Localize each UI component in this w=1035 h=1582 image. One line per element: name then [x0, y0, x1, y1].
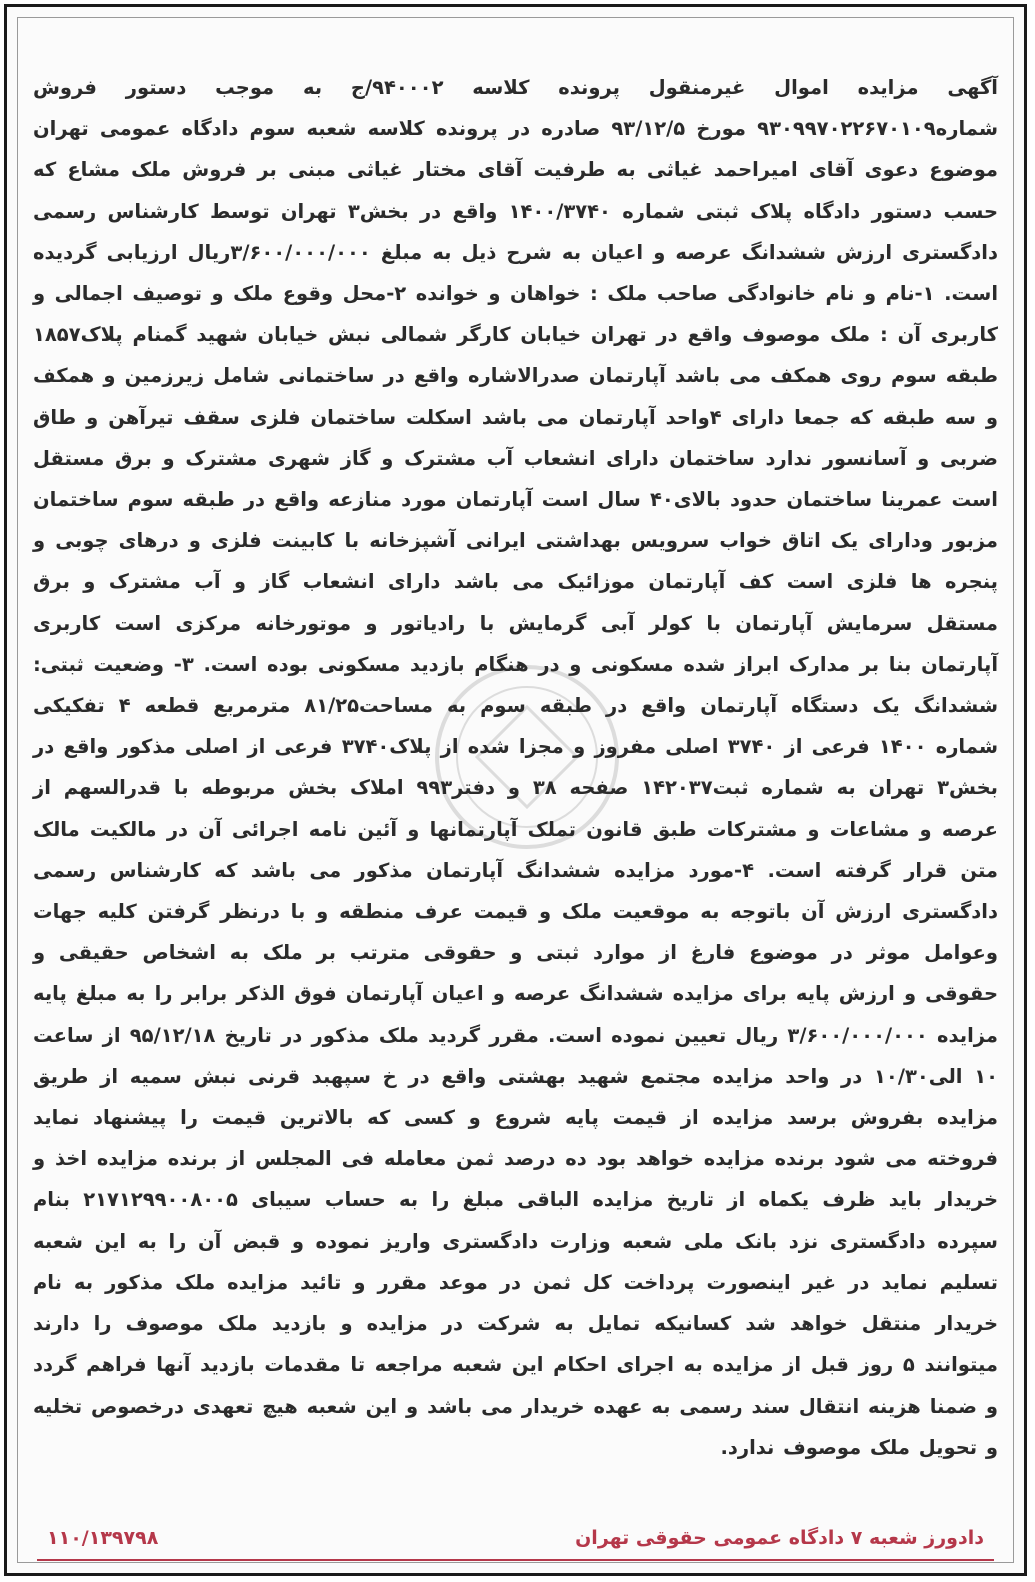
- footer-code: ۱۱۰/۱۳۹۷۹۸: [47, 1527, 159, 1549]
- notice-body-text: آگهی مزایده اموال غیرمنقول پرونده کلاسه ۹۴۰۰۰۲/ج به موجب دستور فروش شماره۹۳۰۹۹۷۰۲۲۶۷۰۱۰۹ مورخ ۹۳/۱۲/۵ صادره در پرونده کلاسه شعبه سوم دادگاه عمومی تهران موضوع دعوی آقای امیراحمد غیاثی به طرفیت آقای مختار غیاثی مبنی بر فروش ملک مشاع که حسب دستور دادگاه پلاک ثبتی شماره ۱۴۰۰/۳۷۴۰ واقع در بخش۳ تهران توسط کارشناس رسمی دادگستری ارزش ششدانگ عرصه و اعیان به شرح ذیل به مبلغ ۳/۶۰۰/۰۰۰/۰۰۰ریال ارزیابی گردیده است. ۱-نام و نام خانوادگی صاحب ملک : خواهان و خوانده ۲-محل وقوع ملک و توصیف اجمالی و کاربری آن : ملک موصوف واقع در تهران خیابان کارگر شمالی نبش خیابان شهید گمنام پلاک۱۸۵۷ طبقه سوم روی همکف می باشد آپارتمان صدرالاشاره واقع در ساختمانی شامل زیرزمین و همکف و سه طبقه که جمعا دارای ۴واحد آپارتمان می باشد اسکلت ساختمان فلزی سقف تیرآهن و طاق ضربی و آسانسور ندارد ساختمان دارای انشعاب آب مشترک و گاز شهری مشترک و برق مستقل است عمرینا ساختمان حدود بالای۴۰ سال است آپارتمان مورد منازعه واقع در طبقه سوم ساختمان مزبور ودارای یک اتاق خواب سرویس بهداشتی ایرانی آشپزخانه با کابینت فلزی و درهای چوبی و پنجره ها فلزی است کف آپارتمان موزائیک می باشد دارای انشعاب گاز و آب مشترک و برق مستقل سرمایش آپارتمان با کولر آبی گرمایش با رادیاتور و موتورخانه مرکزی است کاربری آپارتمان بنا بر مدارک ابراز شده مسکونی و در هنگام بازدید مسکونی بوده است. ۳- وضعیت ثبتی: ششدانگ یک دستگاه آپارتمان واقع در طبقه سوم به مساحت۸۱/۲۵ مترمربع قطعه ۴ تفکیکی شماره ۱۴۰۰ فرعی از ۳۷۴۰ اصلی مفروز و مجزا شده از پلاک۳۷۴۰ فرعی از اصلی مذکور واقع در بخش۳ تهران به شماره ثبت۱۴۲۰۳۷ صفحه ۳۸ و دفتر۹۹۳ املاک بخش مربوطه با قدرالسهم از عرصه و مشاعات و مشترکات طبق قانون تملک آپارتمانها و آئین نامه اجرائی آن در مالکیت مالک متن قرار گرفته است. ۴-مورد مزایده ششدانگ آپارتمان مذکور می باشد که کارشناس رسمی دادگستری ارزش آن باتوجه به موقعیت ملک و قیمت عرف منطقه و با درنظر گرفتن کلیه جهات وعوامل موثر در موضوع فارغ از موارد ثبتی و حقوقی مترتب بر ملک به اشخاص حقیقی و حقوقی و ارزش پایه برای مزایده ششدانگ عرصه و اعیان آپارتمان فوق الذکر برابر را به مبلغ پایه مزایده ۳/۶۰۰/۰۰۰/۰۰۰ ریال تعیین نموده است. مقرر گردید ملک مذکور در تاریخ ۹۵/۱۲/۱۸ از ساعت ۱۰ الی۱۰/۳۰ در واحد مزایده مجتمع شهید بهشتی واقع در خ سپهبد قرنی نبش سمیه از طریق مزایده بفروش برسد مزایده از قیمت پایه شروع و کسی که بالاترین قیمت را پیشنهاد نماید فروخته می شود برنده مزایده خواهد بود ده درصد ثمن معامله فی المجلس از برنده مزایده اخذ و خریدار باید ظرف یکماه از تاریخ مزایده الباقی مبلغ را به حساب سیبای ۲۱۷۱۲۹۹۰۰۸۰۰۵ بنام سپرده دادگستری نزد بانک ملی شعبه وزارت دادگستری واریز نموده و قبض آن را به این شعبه تسلیم نماید در غیر اینصورت پرداخت کل ثمن در موعد مقرر و تائید مزایده ملک مذکور به نام خریدار منتقل خواهد شد کسانیکه تمایل به شرکت در مزایده و بازدید ملک موصوف را دارند میتوانند ۵ روز قبل از مزایده به اجرای احکام این شعبه مراجعه تا مقدمات بازدید آنها فراهم گردد و ضمنا هزینه انتقال سند رسمی به عهده خریدار می باشد و این شعبه هیچ تعهدی درخصوص تخلیه و تحویل ملک موصوف ندارد.: [33, 76, 999, 1459]
- notice-frame: [4, 4, 1027, 1576]
- footer-signature: دادورز شعبه ۷ دادگاه عمومی حقوقی تهران: [575, 1527, 984, 1549]
- footer-divider: [37, 1559, 994, 1561]
- notice-footer: [47, 1527, 984, 1549]
